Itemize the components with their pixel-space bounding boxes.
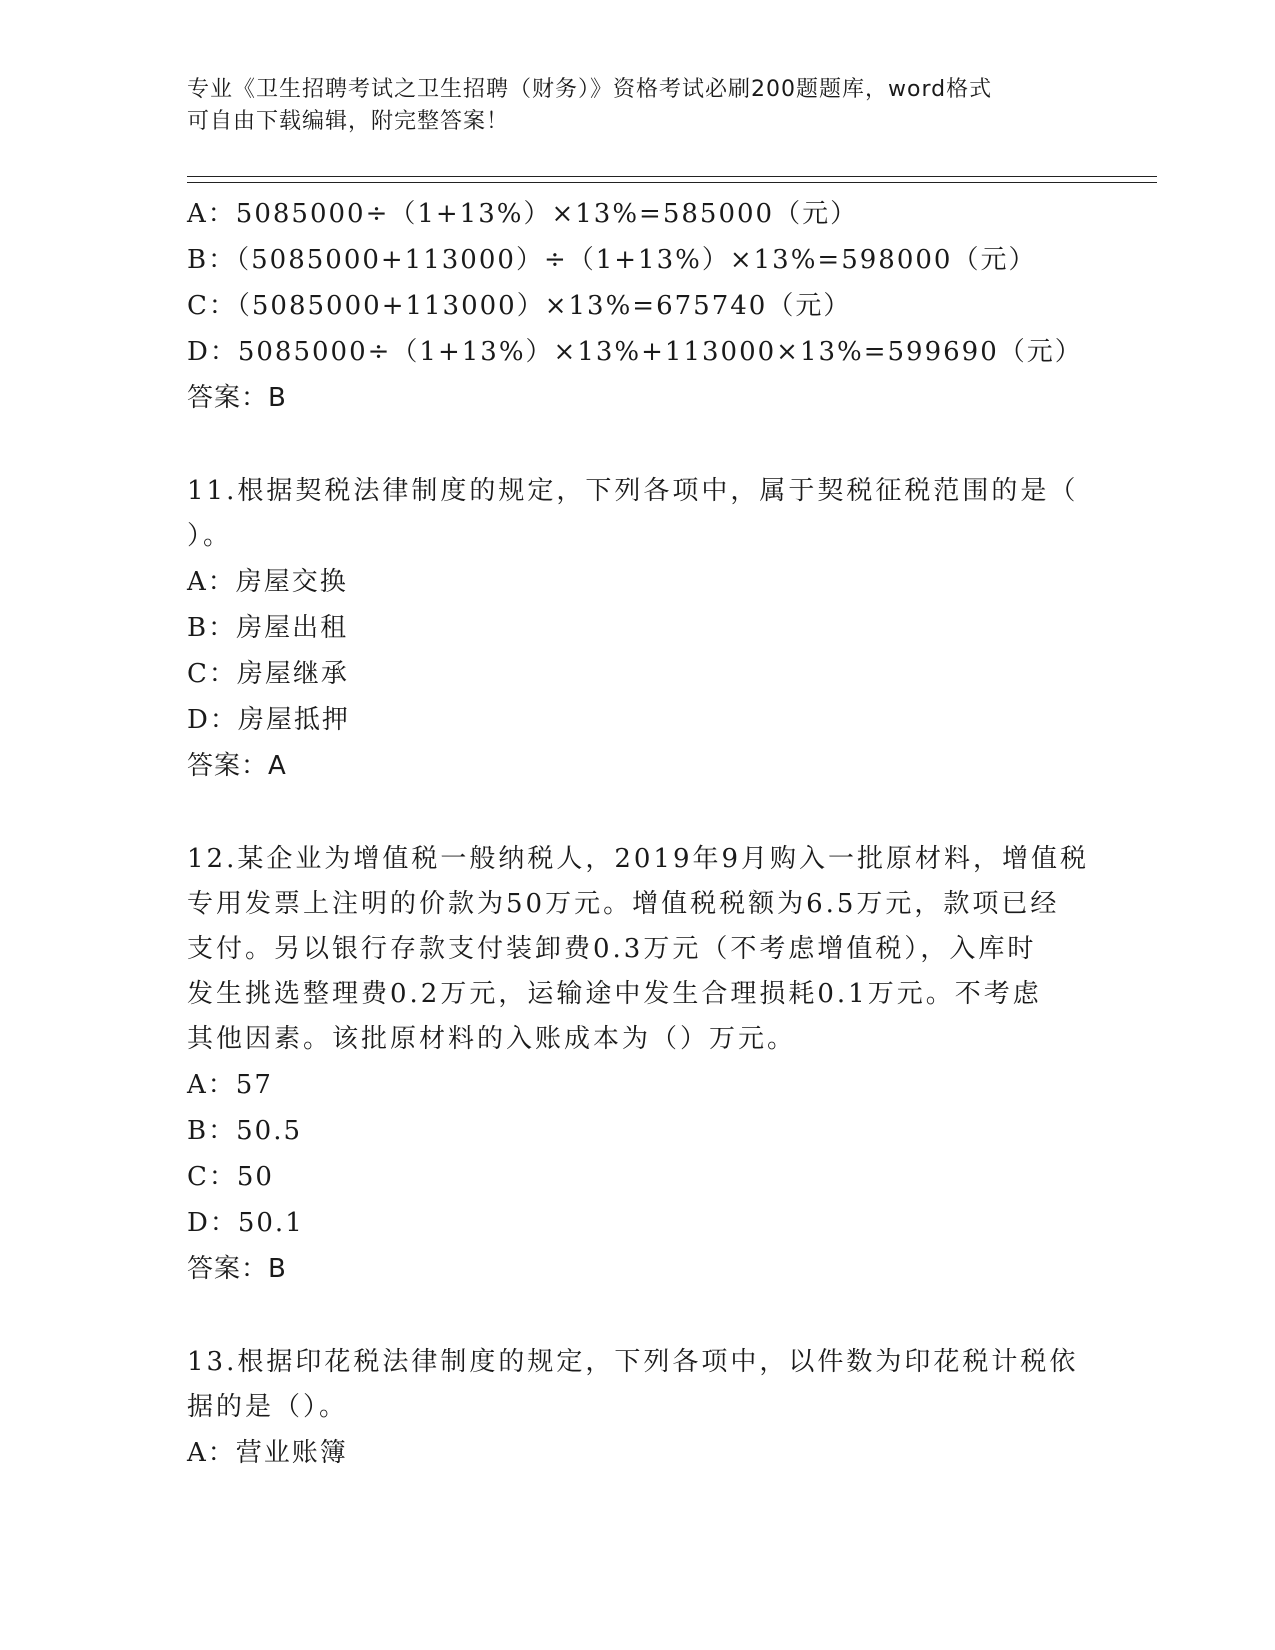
answer-line: 答案：B [187, 1254, 287, 1284]
header-rule-top [187, 176, 1157, 177]
stem-line: 专用发票上注明的价款为50万元。增值税税额为6.5万元，款项已经 [187, 889, 1060, 919]
option-b: B：房屋出租 [187, 613, 349, 643]
question-13 [187, 1340, 1087, 1476]
stem-line: 11.根据契税法律制度的规定，下列各项中，属于契税征税范围的是（ [187, 476, 1079, 506]
stem-line: 12.某企业为增值税一般纳税人，2019年9月购入一批原材料，增值税 [187, 844, 1090, 874]
option-c: C：（5085000+113000）×13%=675740（元） [187, 291, 852, 321]
question-stem [187, 469, 1087, 559]
option-c: C：房屋继承 [187, 659, 349, 689]
option-a: A：5085000÷（1+13%）×13%=585000（元） [187, 199, 859, 229]
option-b: B：（5085000+113000）÷（1+13%）×13%=598000（元） [187, 245, 1037, 275]
option-a: A：57 [187, 1070, 273, 1100]
stem-line: 13.根据印花税法律制度的规定，下列各项中，以件数为印花税计税依 [187, 1347, 1079, 1377]
spacer [187, 789, 1087, 837]
answer-line: 答案：B [187, 383, 287, 413]
option-d: D：50.1 [187, 1208, 304, 1238]
option-d: D：房屋抵押 [187, 705, 350, 735]
header-rule-bottom [187, 182, 1157, 183]
question-stem [187, 837, 1090, 1062]
option-a: A：营业账簿 [187, 1438, 348, 1468]
document-header [187, 74, 1067, 138]
option-d: D：5085000÷（1+13%）×13%+113000×13%=599690（元） [187, 337, 1083, 367]
option-c: C：50 [187, 1162, 274, 1192]
question-10 [187, 191, 1087, 421]
option-b: B：50.5 [187, 1116, 302, 1146]
question-stem [187, 1340, 1087, 1430]
stem-line: 支付。另以银行存款支付装卸费0.3万元（不考虑增值税），入库时 [187, 934, 1037, 964]
answer-line: 答案：A [187, 751, 287, 781]
stem-line: 据的是（）。 [187, 1392, 349, 1422]
stem-line: 其他因素。该批原材料的入账成本为（）万元。 [187, 1024, 797, 1054]
spacer [187, 421, 1087, 469]
question-12 [187, 837, 1090, 1292]
stem-line: ）。 [187, 521, 233, 551]
document-body [187, 191, 1090, 1476]
spacer [187, 1292, 1087, 1340]
header-line-1: 专业《卫生招聘考试之卫生招聘（财务）》资格考试必刷200题题库，word格式 [187, 77, 993, 102]
question-11 [187, 469, 1087, 789]
option-a: A：房屋交换 [187, 567, 348, 597]
header-line-2: 可自由下载编辑，附完整答案！ [187, 109, 510, 134]
stem-line: 发生挑选整理费0.2万元，运输途中发生合理损耗0.1万元。不考虑 [187, 979, 1042, 1009]
